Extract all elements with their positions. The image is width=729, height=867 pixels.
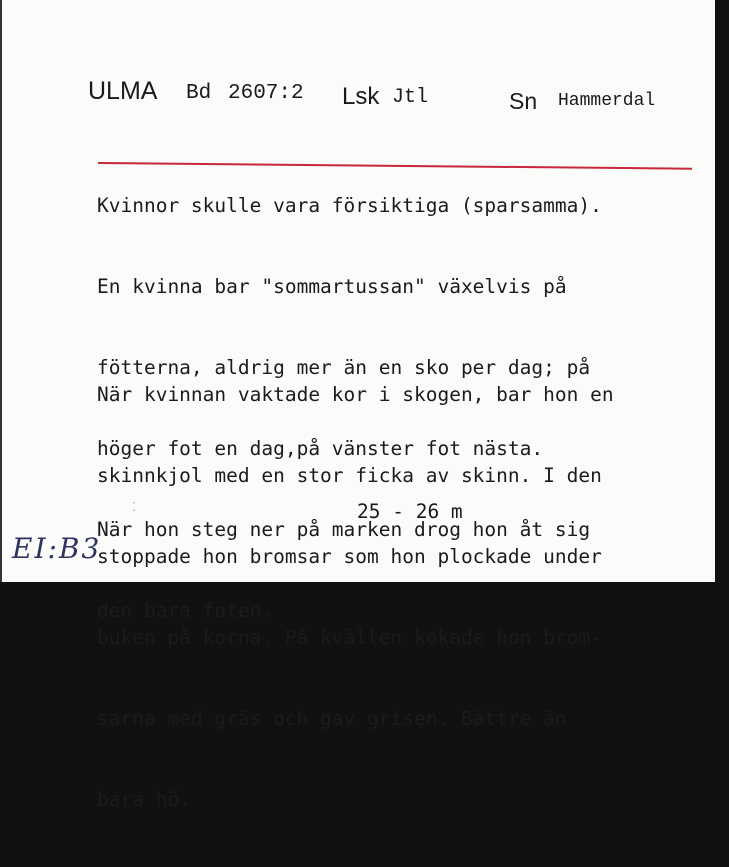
paragraph-2 xyxy=(97,327,614,867)
paragraph-line: När hon steg ner på marken drog hon åt sig xyxy=(97,518,591,541)
bd-label: Bd xyxy=(186,82,212,105)
paragraph-line: bara hö. xyxy=(97,788,191,811)
paragraph-line: När kvinnan vaktade kor i skogen, bar hon en xyxy=(97,383,614,406)
paragraph-line: Kvinnor skulle vara försiktiga (sparsamma). xyxy=(97,194,602,217)
paragraph-line: den bara foten. xyxy=(97,599,274,622)
paragraph-line: En kvinna bar "sommartussan" växelvis på xyxy=(97,275,567,298)
scan-speck: ⁚ xyxy=(132,500,136,514)
handwritten-code: EI:B3 xyxy=(12,532,102,565)
paragraph-line: stoppade hon bromsar som hon plockade under xyxy=(97,545,602,568)
sn-value: Hammerdal xyxy=(558,91,656,111)
paragraph-line: höger fot en dag,på vänster fot nästa. xyxy=(97,437,544,460)
paragraph-line: skinnkjol med en stor ficka av skinn. I den xyxy=(97,464,602,487)
bd-value: 2607:2 xyxy=(228,82,304,105)
lsk-label: Lsk xyxy=(342,83,380,110)
archive-name: ULMA xyxy=(88,77,158,105)
page-range: 25 - 26 m xyxy=(357,500,463,523)
paragraph-line: sarna med gräs och gav grisen. Bättre än xyxy=(97,707,567,730)
sn-label: Sn xyxy=(509,88,538,114)
paragraph-line: buken på korna. På kvällen kokade hon brom- xyxy=(97,626,602,649)
lsk-value: Jtl xyxy=(392,86,429,109)
paragraph-line: fötterna, aldrig mer än en sko per dag; på xyxy=(97,356,591,379)
